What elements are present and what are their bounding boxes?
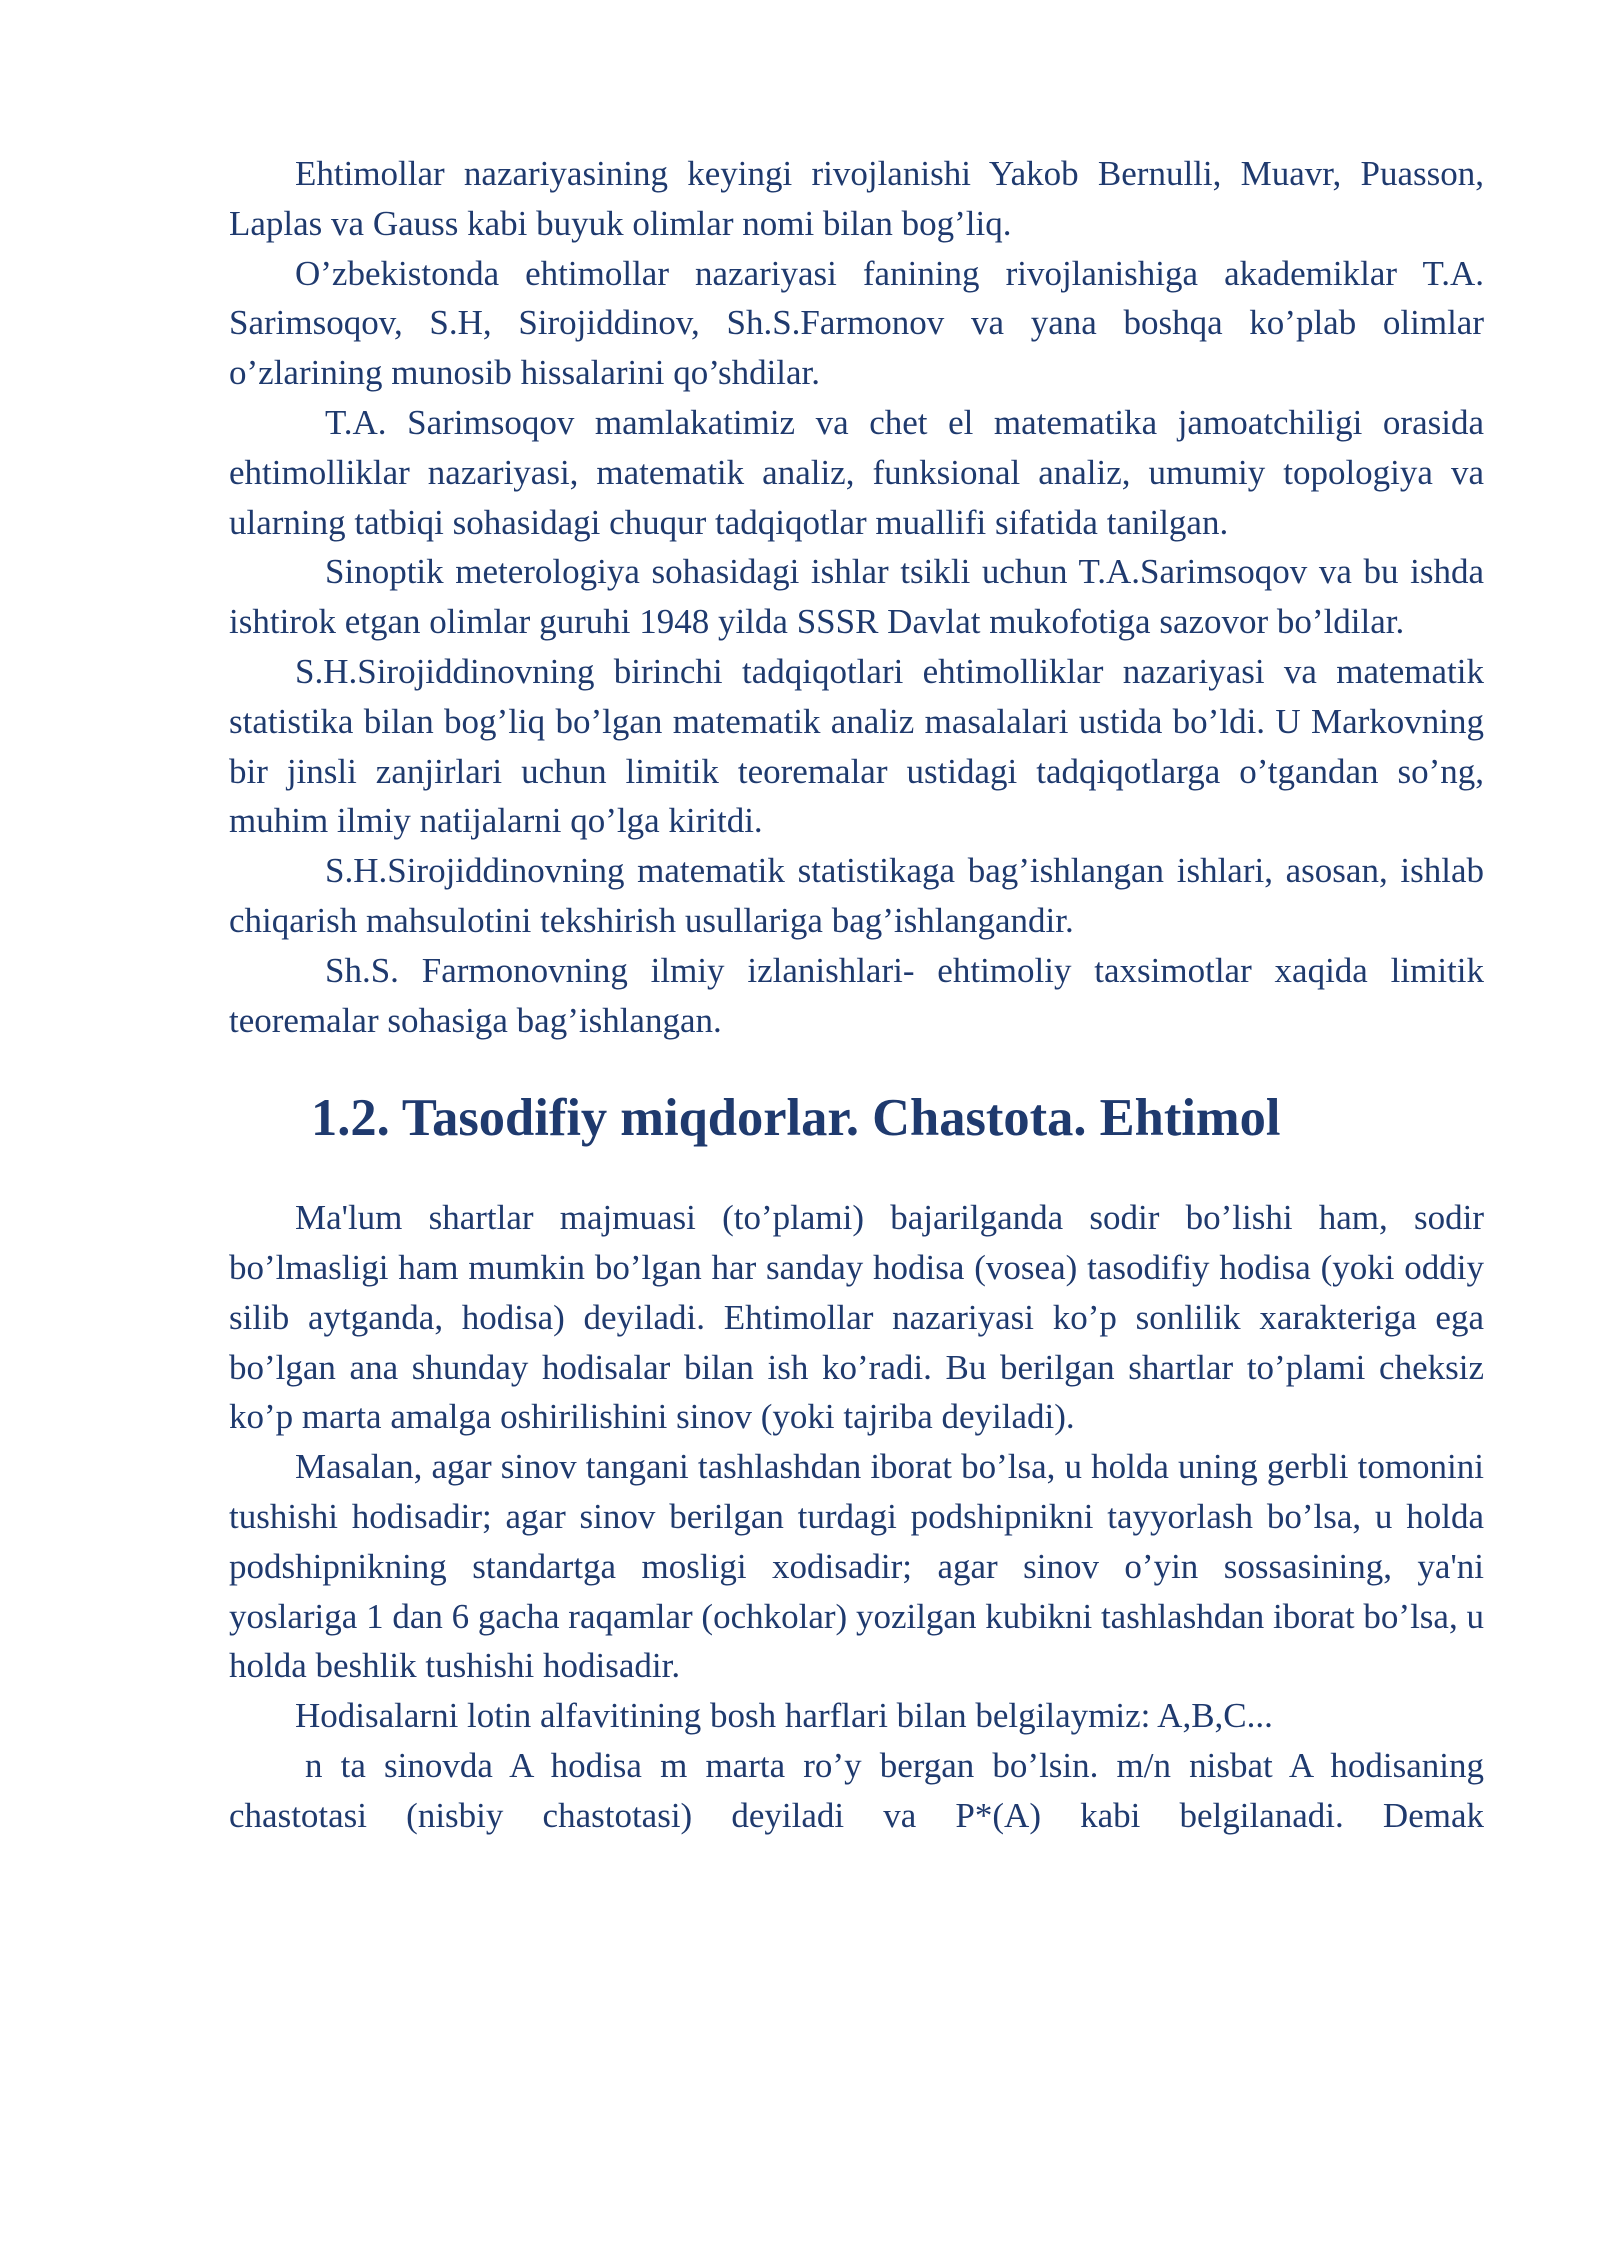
paragraph-frequency: n ta sinovda A hodisa m marta ro’y bergan bo’lsin. m/n nisbat A hodisaning chastotasi (nisbiy chastotasi) deyiladi va P*(A) kabi belgilanadi. Demak <box>229 1745 1484 1835</box>
paragraph-uzbekistan: O’zbekistonda ehtimollar nazariyasi fanining rivojlanishiga akademiklar T.A. Sarimsoqov, S.H, Sirojiddinov, Sh.S.Farmonov va yana boshqa ko’plab olimlar o’zlarining munosib hissalarini qo’shdilar. <box>229 253 1484 393</box>
document-body <box>229 149 1484 1841</box>
paragraph-notation: Hodisalarni lotin alfavitining bosh harflari bilan belgilaymiz: A,B,C... <box>295 1696 1273 1736</box>
paragraph-sirojiddinov-first: S.H.Sirojiddinovning birinchi tadqiqotlari ehtimolliklar nazariyasi va matematik statistika bilan bog’liq bo’lgan matematik analiz masalalari ustida bo’ldi. U Markovning bir jinsli zanjirlari uchun limitik teoremalar ustidagi tadqiqotlarga o’tgandan so’ng, muhim ilmiy natijalarni qo’lga kiritdi. <box>229 651 1484 841</box>
paragraph-sirojiddinov-statistics: S.H.Sirojiddinovning matematik statistikaga bag’ishlangan ishlari, asosan, ishlab chiqarish mahsulotini tekshirish usullariga bag’ishlangandir. <box>229 851 1484 940</box>
paragraph-definition: Ma'lum shartlar majmuasi (to’plami) bajarilganda sodir bo’lishi ham, sodir bo’lmasligi ham mumkin bo’lgan har sanday hodisa (vosea) tasodifiy hodisa (yoki oddiy silib aytganda, hodisa) deyiladi. Ehtimollar nazariyasi ko’p sonlilik xarakteriga ega bo’lgan ana shunday hodisalar bilan ish ko’radi. Bu berilgan shartlar to’plami cheksiz ko’p marta amalga oshirilishini sinov (yoki tajriba deyiladi). <box>229 1198 1484 1437</box>
paragraph-bernoulli: Ehtimollar nazariyasining keyingi rivojlanishi Yakob Bernulli, Muavr, Puasson, Laplas va Gauss kabi buyuk olimlar nomi bilan bog’liq. <box>229 154 1484 243</box>
paragraph-sinoptik: Sinoptik meterologiya sohasidagi ishlar tsikli uchun T.A.Sarimsoqov va bu ishda ishtirok etgan olimlar guruhi 1948 yilda SSSR Davlat mukofotiga sazovor bo’ldilar. <box>229 552 1484 642</box>
paragraph-sarimsoqov: T.A. Sarimsoqov mamlakatimiz va chet el matematika jamoatchiligi orasida ehtimolliklar nazariyasi, matematik analiz, funksional analiz, umumiy topologiya va ularning tatbiqi sohasidagi chuqur tadqiqotlar muallifi sifatida tanilgan. <box>229 402 1484 542</box>
section-heading: 1.2. Tasodifiy miqdorlar. Chastota. Ehtimol <box>311 1089 1281 1148</box>
paragraph-farmonov: Sh.S. Farmonovning ilmiy izlanishlari- ehtimoliy taxsimotlar xaqida limitik teoremalar sohasiga bag’ishlangan. <box>229 950 1484 1040</box>
paragraph-example: Masalan, agar sinov tangani tashlashdan iborat bo’lsa, u holda uning gerbli tomonini tushishi hodisadir; agar sinov berilgan turdagi podshipnikni tayyorlash bo’lsa, u holda podshipnikning standartga mosligi xodisadir; agar sinov o’yin sossasining, ya'ni yoslariga 1 dan 6 gacha raqamlar (ochkolar) yozilgan kubikni tashlashdan iborat bo’lsa, u holda beshlik tushishi hodisadir. <box>229 1447 1484 1686</box>
